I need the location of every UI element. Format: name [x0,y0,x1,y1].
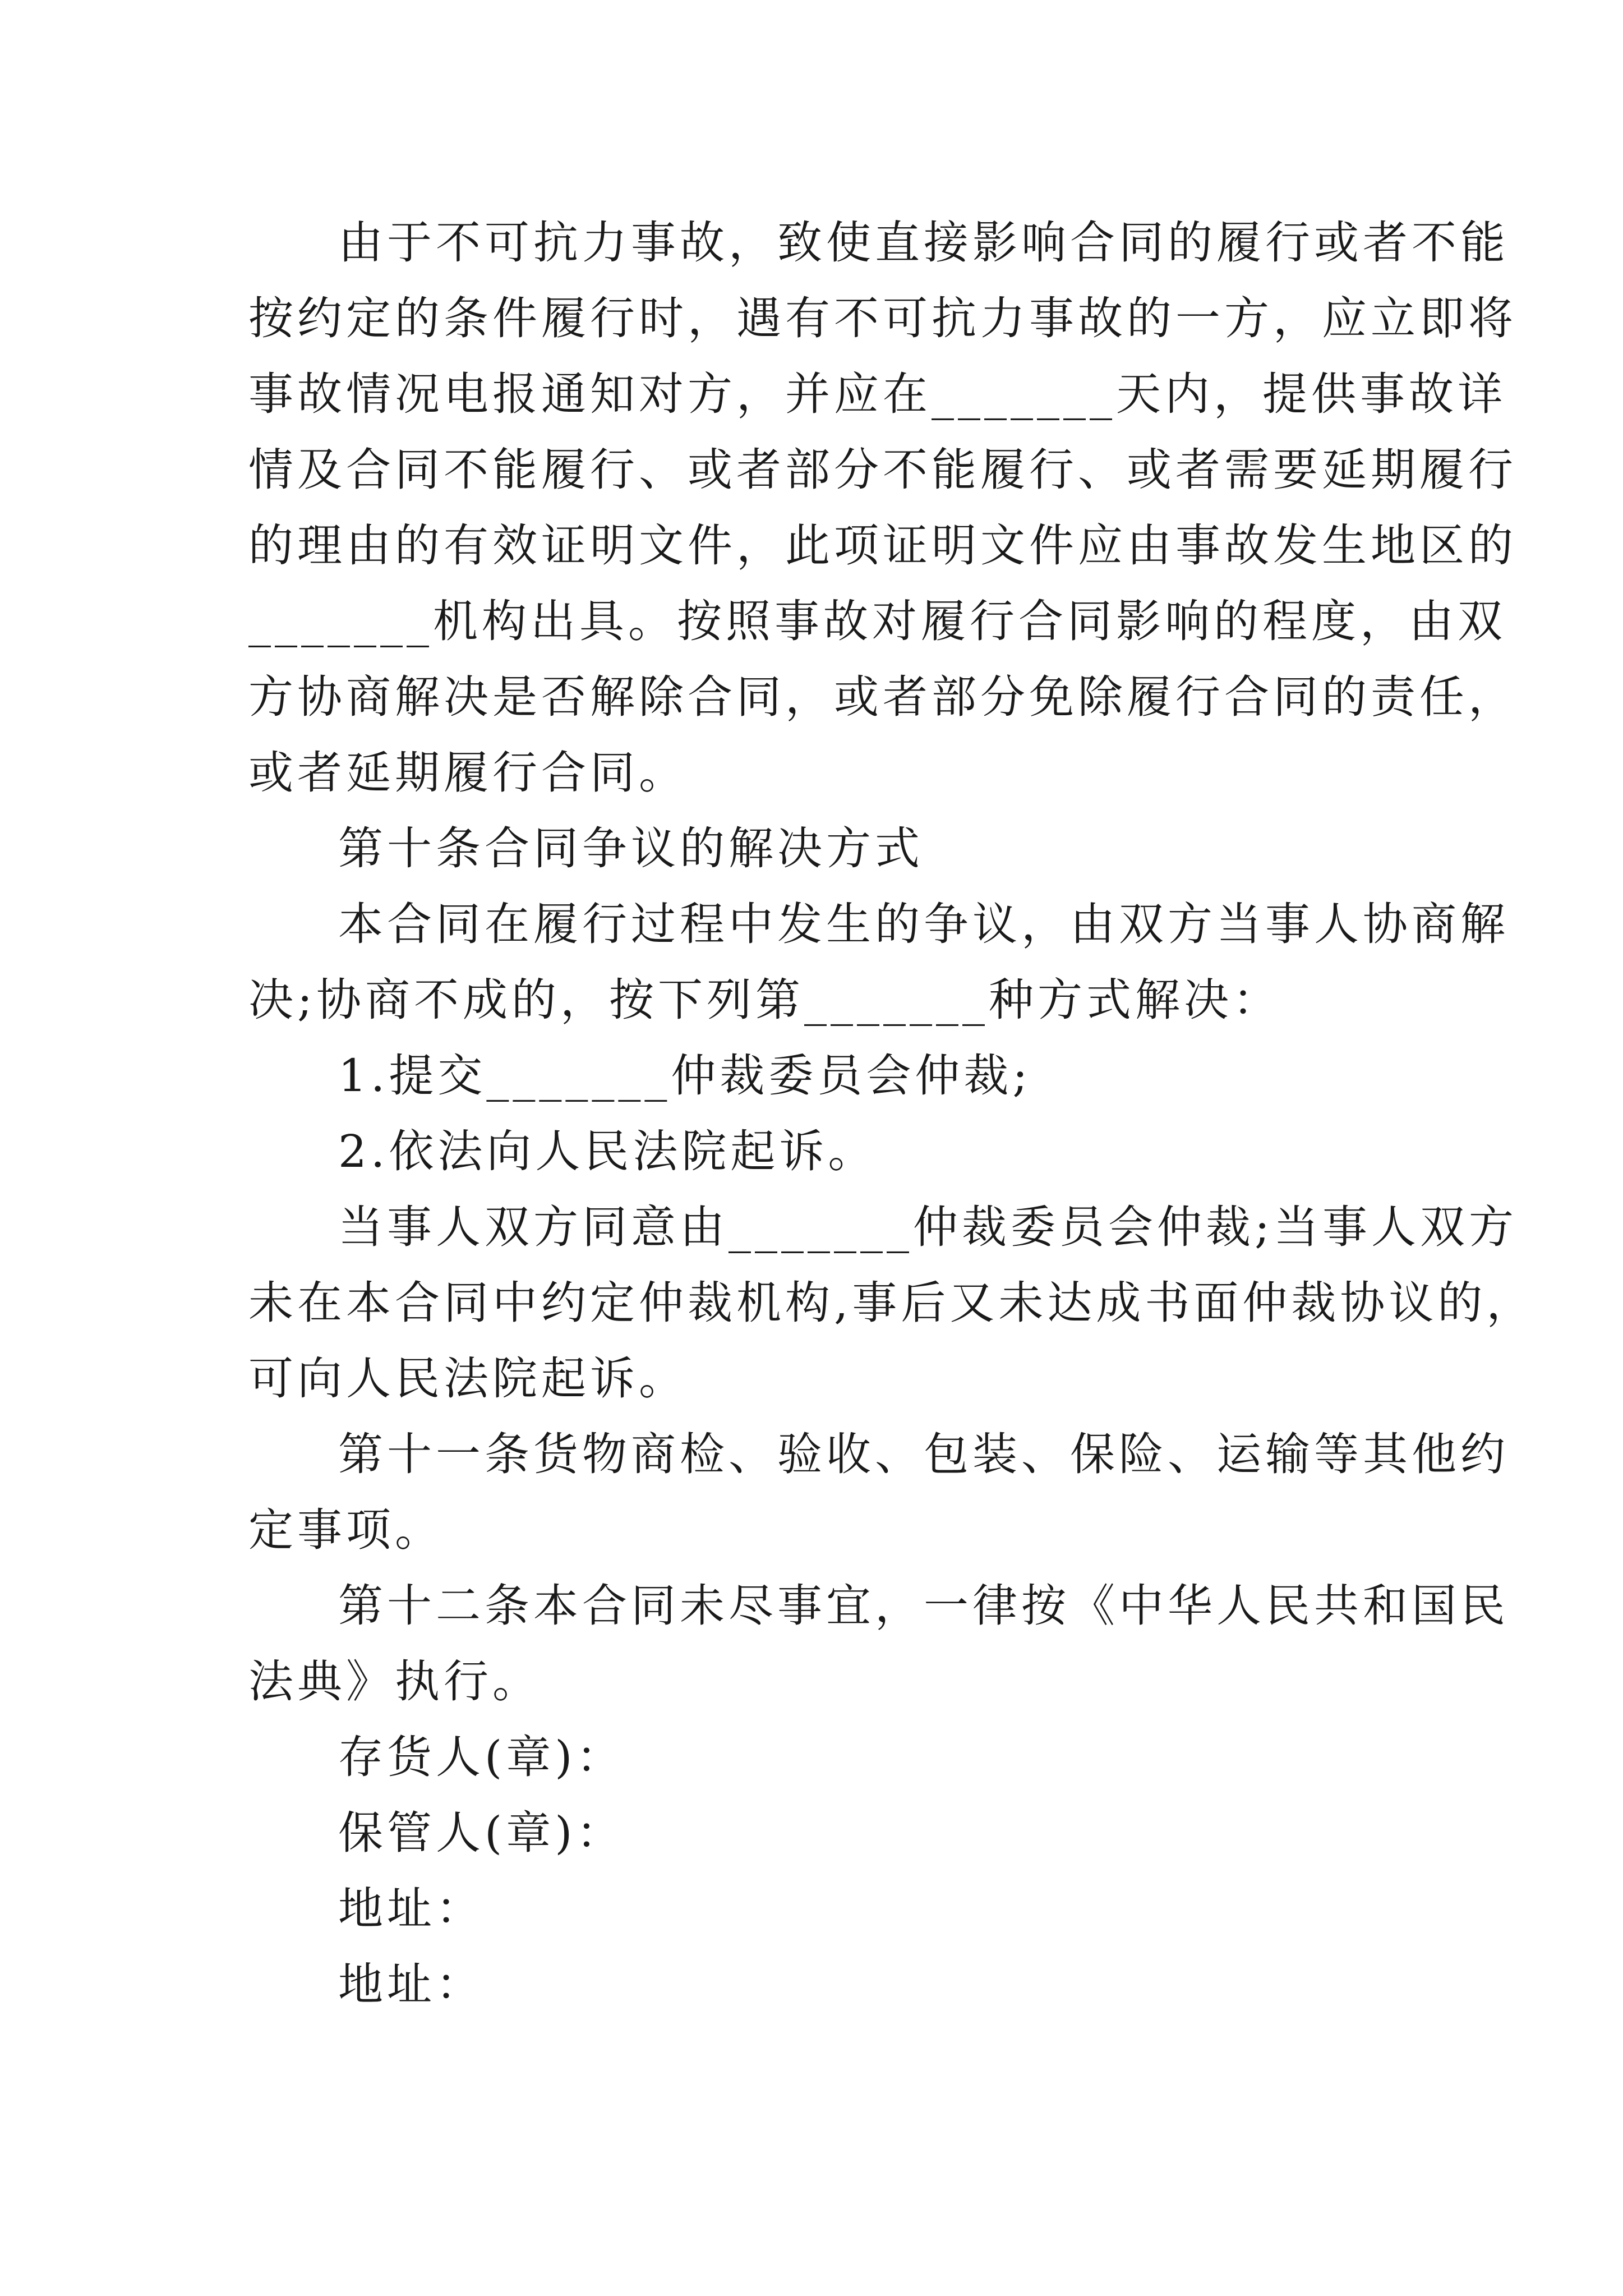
document-body [248,205,1536,2022]
text-line: 情及合同不能履行、或者部分不能履行、或者需要延期履行 [248,444,1517,496]
signature-field-custodian: 保管人(章)： [338,1807,625,1859]
text-line: 当事人双方同意由_______仲裁委员会仲裁;当事人双方 [338,1201,1518,1253]
text-line: 事故情况电报通知对方，并应在_______天内，提供事故详 [248,368,1506,420]
section-heading: 第十条合同争议的解决方式 [338,822,924,875]
text-line: 决;协商不成的，按下列第_______种方式解决： [248,974,1281,1026]
list-item: 1.提交_______仲裁委员会仲裁; [338,1050,1032,1102]
section-heading: 第十一条货物商检、验收、包装、保险、运输等其他约 [338,1428,1509,1480]
text-line: 由于不可抗力事故，致使直接影响合同的履行或者不能 [338,217,1509,269]
text-line: 或者延期履行合同。 [248,747,688,799]
list-item: 2.依法向人民法院起诉。 [338,1125,877,1177]
text-line: 方协商解决是否解除合同，或者部分免除履行合同的责任， [248,671,1517,723]
text-line: _______机构出具。按照事故对履行合同影响的程度，由双 [248,595,1506,647]
text-line: 按约定的条件履行时，遇有不可抗力事故的一方，应立即将 [248,292,1517,344]
text-line: 可向人民法院起诉。 [248,1352,688,1405]
text-line: 法典》执行。 [248,1655,541,1708]
address-field: 地址： [338,1958,485,2010]
address-field: 地址： [338,1883,485,1935]
text-line: 未在本合同中约定仲裁机构,事后又未达成书面仲裁协议的， [248,1277,1536,1329]
section-heading: 第十二条本合同未尽事宜，一律按《中华人民共和国民 [338,1580,1509,1632]
text-line: 定事项。 [248,1504,444,1556]
signature-field-depositor: 存货人(章)： [338,1731,625,1783]
text-line: 本合同在履行过程中发生的争议，由双方当事人协商解 [338,898,1509,950]
text-line: 的理由的有效证明文件，此项证明文件应由事故发生地区的 [248,519,1517,572]
